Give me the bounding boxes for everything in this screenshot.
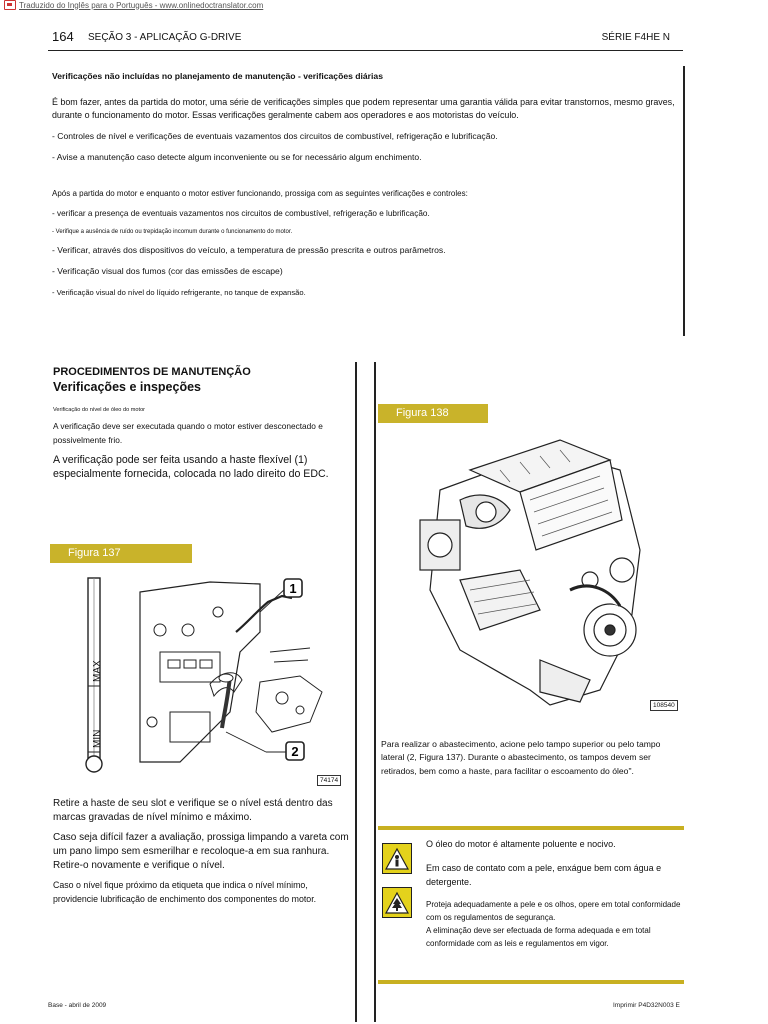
check-item-1: - verificar a presença de eventuais vazamentos nos circuitos de combustível, refrigeração e lubrificação. bbox=[52, 209, 430, 218]
figure-138-illustration bbox=[400, 430, 670, 710]
check-item-2: - Verifique a ausência de ruído ou trepidação incomum durante o funcionamento do motor. bbox=[52, 229, 293, 235]
maintenance-p4: Caso seja difícil fazer a avaliação, prossiga limpando a vareta com um pano limpo sem esmerilhar e recoloque-a em sua ranhura. Retire-o novamente e verifique o nível. bbox=[53, 832, 349, 871]
column-divider-right bbox=[374, 362, 376, 1022]
figure-137-number: 74174 bbox=[317, 775, 341, 786]
engine-3d-drawing bbox=[420, 440, 640, 705]
page-number: 164 bbox=[52, 29, 74, 44]
oil-level-caption: Verificação do nível de óleo do motor bbox=[53, 407, 146, 413]
warning-text-1: O óleo do motor é altamente poluente e nocivo. bbox=[426, 839, 616, 849]
maintenance-heading: PROCEDIMENTOS DE MANUTENÇÃO bbox=[53, 366, 251, 378]
column-divider-left bbox=[355, 362, 357, 1022]
daily-checks-intro: É bom fazer, antes da partida do motor, uma série de verificações simples que podem representar uma garantia válida para evitar transtornos, mesmo graves, durante o funcionamento do motor. Essas verificações geralmente cabem aos operadores e aos motoristas do veículo. bbox=[52, 97, 675, 120]
dipstick-min-label: MIN bbox=[92, 729, 103, 748]
warning-text-3: Proteja adequadamente a pele e os olhos, opere em total conformidade com os regulamentos de segurança. bbox=[426, 900, 681, 922]
daily-item-2: - Avise a manutenção caso detecte algum inconveniente ou se for necessário algum enchimento. bbox=[52, 152, 422, 162]
maintenance-p1: A verificação deve ser executada quando o motor estiver desconectado e possivelmente frio. bbox=[53, 421, 323, 445]
maintenance-p5: Caso o nível fique próximo da etiqueta que indica o nível mínimo, providencie lubrificação de enchimento dos componentes do motor. bbox=[53, 880, 317, 904]
check-item-5: - Verificação visual do nível do líquido refrigerante, no tanque de expansão. bbox=[52, 288, 306, 297]
figure-137-label: Figura 137 bbox=[50, 544, 192, 563]
refuel-instructions: Para realizar o abastecimento, acione pelo tampo superior ou pelo tampo lateral (2, Figura 137). Durante o abastecimento, os tampos devem ser retirados, bem como a haste, para facilitar o escoamento do óleo". bbox=[381, 739, 661, 776]
translator-icon bbox=[4, 0, 16, 10]
section-title: SEÇÃO 3 - APLICAÇÃO G-DRIVE bbox=[88, 32, 242, 43]
warning-text-4: A eliminação deve ser efectuada de forma adequada e em total conformidade com as leis e regulamentos em vigor. bbox=[426, 926, 651, 948]
header-rule bbox=[48, 50, 683, 51]
person-warning-icon bbox=[382, 843, 412, 874]
translator-banner[interactable] bbox=[4, 0, 263, 10]
check-item-3: - Verificar, através dos dispositivos do veículo, a temperatura de pressão prescrita e outros parâmetros. bbox=[52, 245, 446, 255]
series-title: SÉRIE F4HE N bbox=[601, 32, 670, 43]
warning-bottom-bar bbox=[378, 980, 684, 984]
figure-137-illustration bbox=[60, 572, 350, 792]
dipstick-max-label: MAX bbox=[92, 660, 103, 682]
callout-2-text: 2 bbox=[291, 744, 299, 759]
top-right-border bbox=[683, 66, 685, 336]
maintenance-p3: Retire a haste de seu slot e verifique se o nível está dentro das marcas gravadas de nível mínimo e máximo. bbox=[53, 798, 333, 823]
daily-checks-title: Verificações não incluídas no planejamento de manutenção - verificações diárias bbox=[52, 71, 383, 81]
warning-top-bar bbox=[378, 826, 684, 830]
maintenance-p2: A verificação pode ser feita usando a haste flexível (1) especialmente fornecida, colocada no lado direito do EDC. bbox=[53, 454, 329, 480]
warning-texts bbox=[426, 838, 686, 950]
maintenance-left-column bbox=[53, 366, 353, 481]
after-start-text: Após a partida do motor e enquanto o motor estiver funcionando, prossiga com as seguintes verificações e controles: bbox=[52, 189, 468, 198]
environment-tree-icon bbox=[382, 887, 412, 918]
daily-item-1: - Controles de nível e verificações de eventuais vazamentos dos circuitos de combustível, refrigeração e lubrificação. bbox=[52, 131, 498, 141]
translator-text[interactable]: Traduzido do Inglês para o Português - www.onlinedoctranslator.com bbox=[19, 0, 264, 10]
footer-left: Base - abril de 2009 bbox=[48, 1002, 107, 1009]
check-item-4: - Verificação visual dos fumos (cor das emissões de escape) bbox=[52, 266, 283, 276]
footer-right: Imprimir P4D32N003 E bbox=[613, 1002, 680, 1009]
figure-138-number: 108540 bbox=[650, 700, 678, 711]
maintenance-left-lower bbox=[53, 797, 351, 906]
daily-checks-section bbox=[52, 70, 677, 299]
maintenance-subheading: Verificações e inspeções bbox=[53, 380, 202, 394]
figure-138-label: Figura 138 bbox=[378, 404, 488, 423]
callout-1-text: 1 bbox=[289, 581, 297, 596]
warning-text-2: Em caso de contato com a pele, enxágue bem com água e detergente. bbox=[426, 863, 662, 887]
